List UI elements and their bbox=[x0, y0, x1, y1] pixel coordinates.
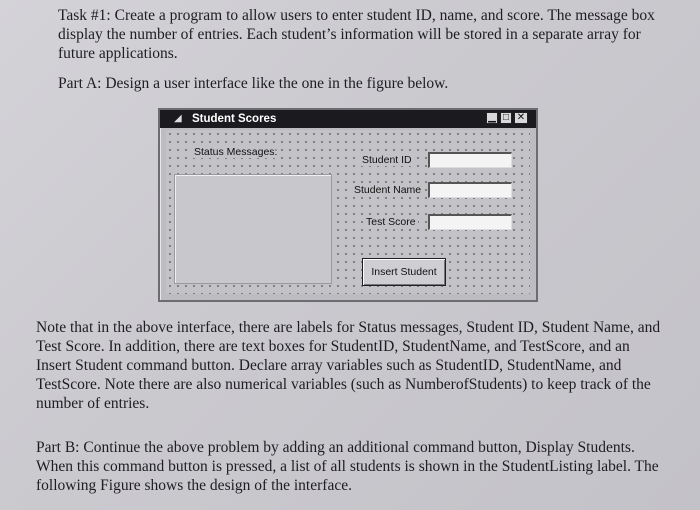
task-paragraph: Task #1: Create a program to allow users to enter student ID, name, and score. The message box display the number of entries. Each student’s information will be stored in a separate array for future applications. bbox=[58, 7, 655, 62]
student-name-label: Student Name bbox=[354, 184, 422, 196]
student-name-input[interactable] bbox=[428, 182, 512, 198]
part-b-paragraph: Part B: Continue the above problem by adding an additional command button, Display Students. When this command button is pressed, a list of all students is shown in the StudentListing label. The following Figure shows the design of the interface. bbox=[36, 439, 659, 494]
status-messages-label: Status Messages: bbox=[194, 146, 278, 158]
part-a-paragraph: Part A: Design a user interface like the one in the figure below. bbox=[58, 75, 449, 92]
insert-student-button[interactable]: Insert Student bbox=[362, 258, 446, 286]
student-id-input[interactable] bbox=[428, 152, 512, 168]
maximize-button[interactable]: □ bbox=[500, 112, 512, 124]
form-design-grid bbox=[166, 130, 530, 294]
form-title-bar bbox=[160, 110, 536, 128]
minimize-button[interactable]: ▁ bbox=[486, 112, 498, 124]
form-title: Student Scores bbox=[192, 113, 277, 125]
close-button[interactable]: ✕ bbox=[514, 112, 528, 124]
student-id-label: Student ID bbox=[362, 154, 412, 166]
student-scores-form-figure bbox=[158, 108, 538, 302]
test-score-label: Test Score bbox=[366, 216, 416, 228]
test-score-input[interactable] bbox=[428, 214, 512, 230]
status-messages-box bbox=[174, 174, 332, 284]
window-menu-icon[interactable]: ◢ bbox=[174, 113, 182, 124]
note-paragraph: Note that in the above interface, there are labels for Status messages, Student ID, Student Name, and Test Score. In addition, there are text boxes for StudentID, StudentName, and TestScore, and an Insert Student command button. Declare array variables such as StudentID, StudentName, and TestScore. Note there are also numerical variables (such as NumberofStudents) to keep track of the number of entries. bbox=[36, 319, 661, 412]
